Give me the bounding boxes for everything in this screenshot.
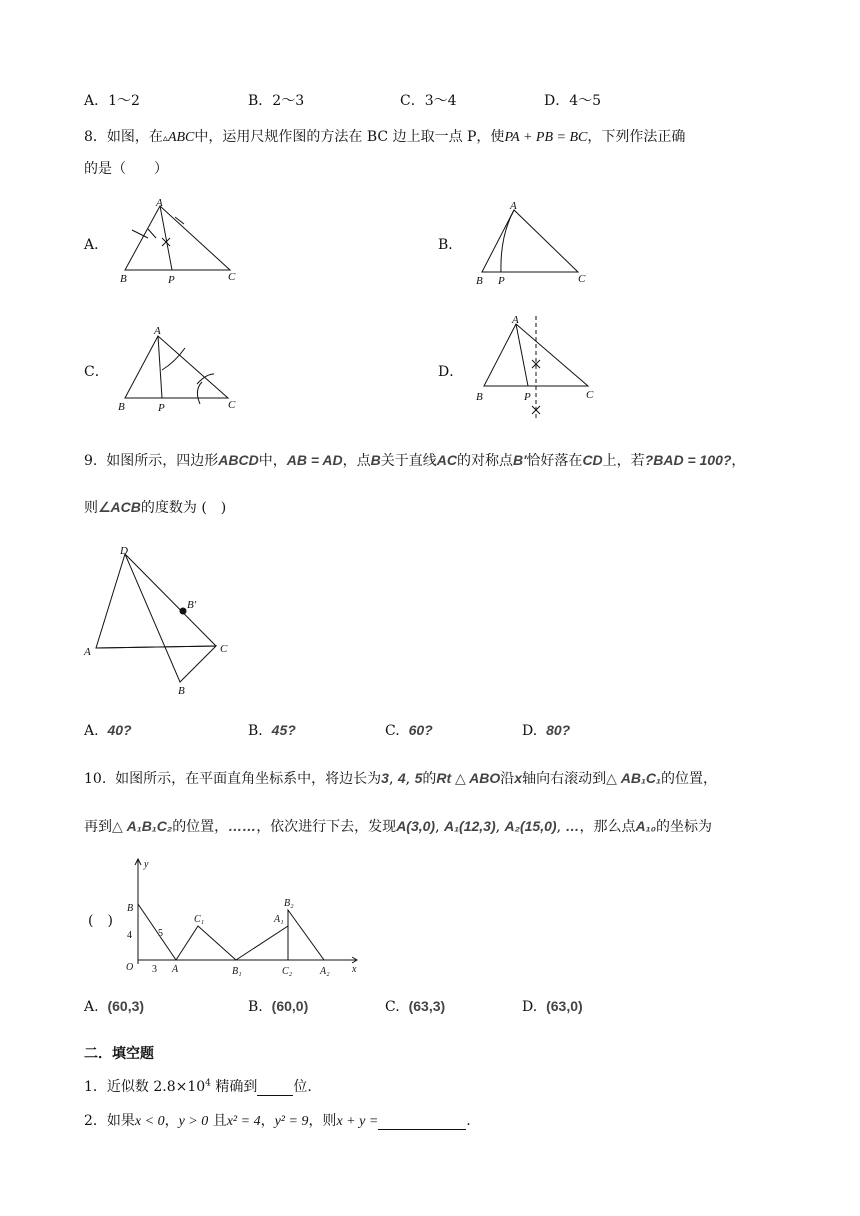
q8-option-d-label: D．: [438, 364, 464, 380]
svg-text:B: B: [476, 391, 483, 403]
q9-option-c: C. 60?: [385, 722, 433, 739]
q9-option-b: B. 45?: [248, 722, 296, 739]
svg-text:C₂: C₂: [282, 966, 293, 977]
q9-stem-line1: 9. 如图所示，四边形ABCD中，AB = AD，点B关于直线AC的对称点B′恰好落在CD上，若?BAD = 100?，: [84, 452, 746, 469]
q8-stem-line2: 的是（ ）: [84, 161, 168, 177]
svg-text:C: C: [578, 273, 586, 285]
svg-text:B: B: [118, 401, 125, 413]
q10-stem-line2: 再到△ A₁B₁C₂的位置，……，依次进行下去，发现A(3,0), A₁(12,3), A₂(15,0), …，那么点A₁₀的坐标为: [84, 818, 713, 835]
q8-option-b-label: B．: [438, 237, 463, 253]
svg-text:5: 5: [158, 928, 163, 939]
section-heading-fill-in: 二．填空题: [84, 1046, 154, 1062]
fill-q1: 1．近似数 $2.8\times 10^4$ 精确到 位.: [84, 1078, 312, 1095]
svg-text:P: P: [498, 275, 505, 287]
svg-text:B′: B′: [187, 599, 197, 611]
svg-text:3: 3: [152, 964, 157, 975]
svg-text:B: B: [127, 903, 134, 914]
svg-text:D: D: [120, 545, 128, 557]
q8-figure-c: [110, 322, 250, 414]
svg-text:A: A: [172, 964, 179, 975]
svg-text:A₂: A₂: [320, 966, 330, 977]
q10-option-c: C. (63,3): [385, 998, 446, 1015]
svg-text:B₁: B₁: [232, 966, 242, 977]
svg-text:y: y: [144, 859, 149, 870]
svg-text:4: 4: [127, 930, 132, 941]
q9-option-a: A. 40?: [84, 722, 132, 739]
fill-q2: 2．如果x < 0，y > 0 且x² = 4，y² = 9，则x + y = .: [84, 1113, 471, 1129]
svg-text:B: B: [120, 273, 127, 285]
svg-text:P: P: [158, 402, 165, 414]
svg-text:A: A: [512, 314, 519, 326]
q8-option-a-label: A．: [84, 237, 109, 253]
svg-text:A: A: [154, 325, 161, 337]
svg-text:B: B: [178, 685, 185, 697]
fill-q1-blank[interactable]: [257, 1081, 293, 1096]
svg-text:B: B: [476, 275, 483, 287]
q8-figure-d: [468, 310, 608, 422]
svg-text:O: O: [126, 962, 134, 973]
fill-q2-blank[interactable]: [378, 1115, 466, 1130]
q7-option-d: D．4～5: [544, 93, 602, 109]
svg-text:C: C: [228, 271, 236, 283]
q10-stem-line1: 10. 如图所示，在平面直角坐标系中，将边长为3, 4, 5的Rt △ ABO沿x轴向右滚动到△ AB₁C₁的位置，: [84, 770, 717, 787]
q10-option-b: B. (60,0): [248, 998, 309, 1015]
svg-text:A: A: [510, 200, 517, 212]
svg-text:C: C: [586, 389, 594, 401]
svg-text:C: C: [228, 399, 236, 411]
svg-text:A: A: [156, 197, 163, 209]
q8-figure-b: [470, 196, 600, 288]
q8-stem-line1: 8．如图，在▵ABC中，运用尺规作图的方法在 BC 边上取一点 P，使PA + PB = BC，下列作法正确: [84, 129, 686, 145]
q10-option-d: D. (63,0): [522, 998, 583, 1015]
svg-text:x: x: [352, 964, 357, 975]
q8-option-c-label: C．: [84, 364, 109, 380]
q7-option-c: C．3～4: [400, 93, 457, 109]
q7-option-a: A．1～2: [84, 93, 140, 109]
q9-stem-line2: 则∠ACB的度数为 ( ): [84, 499, 227, 516]
q8-figure-a: [110, 194, 250, 290]
q7-option-b: B．2～3: [248, 93, 305, 109]
q10-option-a: A. (60,3): [84, 998, 145, 1015]
q9-option-d: D. 80?: [522, 722, 571, 739]
svg-text:C: C: [220, 643, 228, 655]
svg-text:C₁: C₁: [194, 914, 205, 925]
q9-figure-quadrilateral: [80, 540, 240, 700]
svg-text:A: A: [84, 646, 91, 658]
svg-text:A₁: A₁: [274, 914, 284, 925]
q10-answer-paren: ( ): [88, 913, 113, 929]
q10-figure-coordinate-plane: [116, 854, 366, 978]
svg-text:B₂: B₂: [284, 898, 294, 909]
svg-text:P: P: [168, 274, 175, 286]
svg-text:P: P: [524, 391, 531, 403]
